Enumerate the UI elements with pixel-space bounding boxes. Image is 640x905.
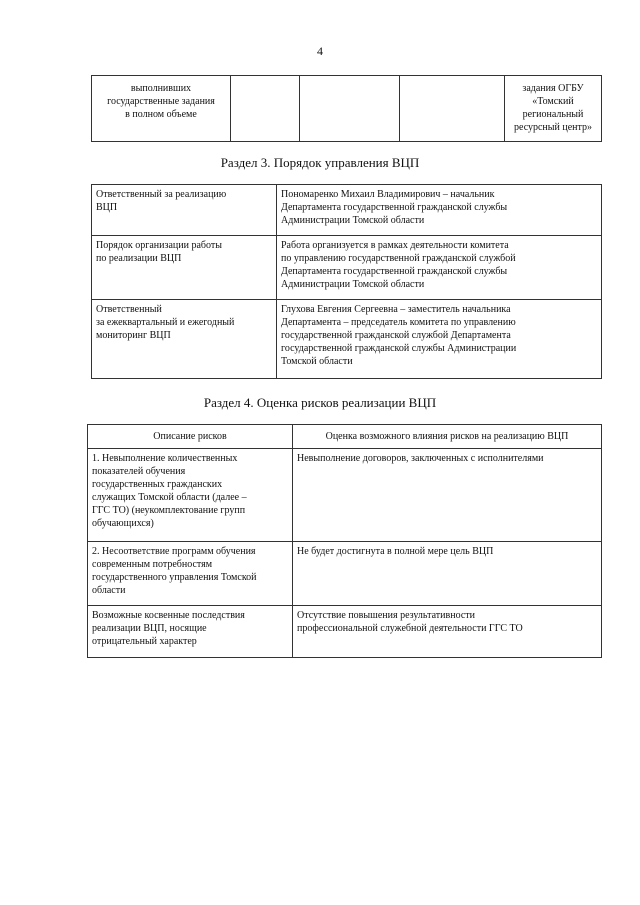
row-value: [277, 236, 602, 300]
top-table-fragment: [91, 75, 602, 142]
risk-description: [88, 542, 293, 606]
row-value: [277, 185, 602, 236]
risk-description: [88, 606, 293, 658]
line: Отсутствие повышения результативности: [297, 610, 475, 621]
line: «Томский: [532, 96, 574, 107]
line: Департамента государственной гражданской службы: [281, 266, 508, 277]
table-row: [88, 449, 602, 542]
line: ресурсный центр»: [514, 122, 592, 133]
risk-impact: [293, 542, 602, 606]
table-row: [92, 300, 602, 379]
line: мониторинг ВЦП: [96, 330, 171, 341]
top-table-right-cell: [505, 76, 602, 142]
row-label: [92, 185, 277, 236]
page-number: 4: [317, 44, 323, 58]
line: региональный: [522, 109, 584, 120]
row-label: [92, 236, 277, 300]
management-table: [91, 184, 602, 379]
line: Работа организуется в рамках деятельности комитета: [281, 240, 509, 251]
table-row: [88, 606, 602, 658]
table-row: [92, 236, 602, 300]
table-header-row: [88, 425, 602, 449]
line: государственных гражданских: [92, 479, 223, 490]
line: Томской области: [281, 356, 353, 367]
line: государственные задания: [107, 96, 215, 107]
line: государственной гражданской службы Администрации: [281, 343, 517, 354]
line: Пономаренко Михаил Владимирович – начальник: [281, 189, 495, 200]
table-row: [88, 542, 602, 606]
line: служащих Томской области (далее –: [92, 492, 247, 503]
line: выполнивших: [130, 83, 192, 94]
line: задания ОГБУ: [522, 83, 584, 94]
line: профессиональной служебной деятельности ГГС ТО: [297, 623, 523, 634]
risk-impact: [293, 449, 602, 542]
empty-cell: [400, 76, 505, 142]
line: Невыполнение договоров, заключенных с исполнителями: [297, 453, 544, 464]
line: реализации ВЦП, носящие: [92, 623, 207, 634]
line: современным потребностям: [92, 559, 213, 570]
empty-cell: [231, 76, 300, 142]
line: отрицательный характер: [92, 636, 197, 647]
line: по реализации ВЦП: [96, 253, 182, 264]
line: Администрации Томской области: [281, 215, 425, 226]
column-header: Описание рисков: [88, 425, 293, 449]
table-row: [92, 185, 602, 236]
section3-title: Раздел 3. Порядок управления ВЦП: [220, 155, 420, 170]
section4-title: Раздел 4. Оценка рисков реализации ВЦП: [203, 395, 437, 410]
risk-impact: [293, 606, 602, 658]
line: за ежеквартальный и ежегодный: [96, 317, 235, 328]
column-header: Оценка возможного влияния рисков на реализацию ВЦП: [293, 425, 602, 449]
line: Департамента – председатель комитета по управлению: [281, 317, 516, 328]
line: Глухова Евгения Сергеевна – заместитель начальника: [281, 304, 511, 315]
line: Администрации Томской области: [281, 279, 425, 290]
line: Ответственный: [96, 304, 162, 315]
line: Не будет достигнута в полной мере цель ВЦП: [297, 546, 494, 557]
line: в полном объеме: [125, 109, 197, 120]
empty-cell: [300, 76, 400, 142]
line: государственного управления Томской: [92, 572, 257, 583]
row-label: [92, 300, 277, 379]
risks-table: [87, 424, 602, 658]
line: Порядок организации работы: [96, 240, 222, 251]
line: Ответственный за реализацию: [96, 189, 227, 200]
line: по управлению государственной гражданской службой: [281, 253, 516, 264]
top-table-left-cell: [92, 76, 231, 142]
line: области: [92, 585, 126, 596]
line: обучающихся): [92, 518, 154, 529]
line: Департамента государственной гражданской службы: [281, 202, 508, 213]
line: показателей обучения: [92, 466, 186, 477]
line: 1. Невыполнение количественных: [92, 453, 238, 464]
line: ГГС ТО) (неукомплектование групп: [92, 505, 246, 516]
line: 2. Несоответствие программ обучения: [92, 546, 256, 557]
line: ВЦП: [96, 202, 118, 213]
line: государственной гражданской службой Департамента: [281, 330, 511, 341]
row-value: [277, 300, 602, 379]
line: Возможные косвенные последствия: [92, 610, 245, 621]
risk-description: [88, 449, 293, 542]
